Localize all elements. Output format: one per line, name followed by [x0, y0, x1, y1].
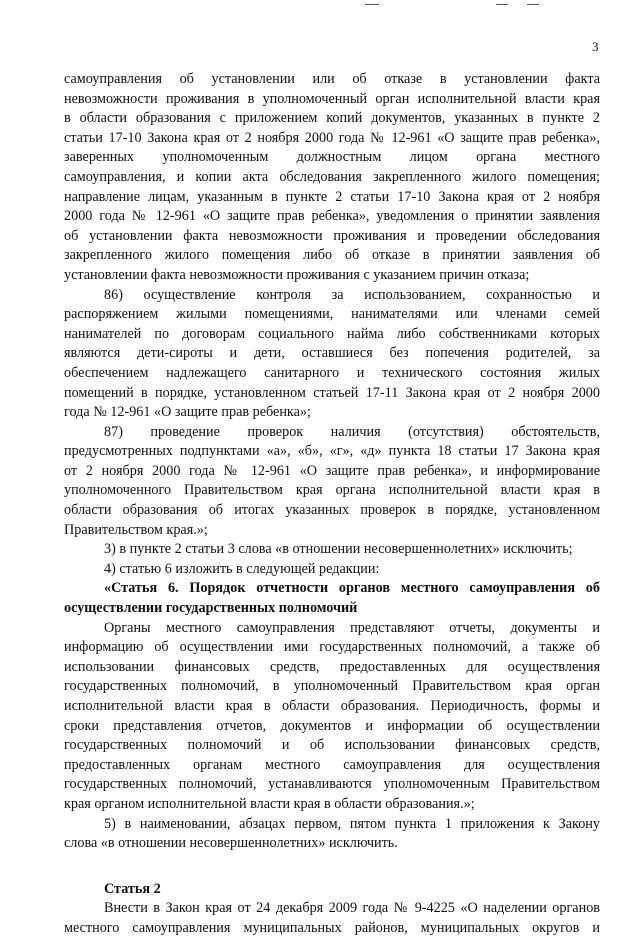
text-line: от 2 ноября 2000 года № 12-961 «О защите прав ребенка», и информирование	[64, 462, 600, 479]
text-line: местного самоуправления муниципальных районов, муниципальных округов и	[64, 919, 600, 936]
page-number: 3	[592, 39, 599, 54]
text-line: помещений в порядке, установленном статьей 17-11 Закона края от 2 ноября 2000	[64, 384, 600, 401]
heading-line: «Статья 6. Порядок отчетности органов местного самоуправления об	[104, 580, 600, 597]
text-line: самоуправления об установлении или об отказе в установлении факта	[64, 71, 600, 87]
text-line: 87) проведение проверок наличия (отсутствия) обстоятельств,	[104, 423, 600, 440]
top-edge-marks	[0, 0, 639, 10]
text-line: использовании финансовых средств, предоставленных для осуществления	[64, 658, 600, 675]
paragraph-item-4: 4) статью 6 изложить в следующей редакции:	[104, 560, 380, 577]
spacer	[64, 854, 600, 880]
paragraph	[64, 70, 600, 286]
text-line: Органы местного самоуправления представляют отчеты, документы и	[104, 619, 600, 636]
edge-mark	[527, 4, 539, 5]
text-line: информацию об осуществлении ими государственных полномочий, а также об	[64, 639, 600, 656]
text-line: слова «в отношении несовершеннолетних» исключить.	[64, 835, 398, 852]
text-line: 86) осуществление контроля за использованием, сохранностью и	[104, 286, 600, 303]
text-line: сроки представления отчетов, документов и информации об осуществлении	[64, 717, 600, 734]
article-2-heading: Статья 2	[104, 880, 161, 897]
text-line: государственных полномочий и об использовании финансовых средств,	[64, 737, 600, 754]
text-line: об установлении факта невозможности проживания и проведении обследования	[64, 227, 600, 244]
text-line: самоуправления, и копии акта обследования закрепленного жилого помещения;	[64, 168, 600, 185]
text-line: государственных полномочий, устанавливаются уполномоченным Правительством	[64, 776, 600, 793]
text-line: невозможности проживания в уполномоченный орган исполнительной власти края	[64, 90, 600, 107]
text-line: 5) в наименовании, абзацах первом, пятом пункта 1 приложения к Закону	[104, 815, 600, 832]
text-line: года № 12-961 «О защите прав ребенка»;	[64, 404, 311, 421]
text-line: закрепленного жилого помещения либо об отказе в принятии заявления об	[64, 247, 600, 264]
text-line: являются дети-сироты и дети, оставшиеся без попечения родителей, за	[64, 345, 600, 362]
paragraph-item-5	[64, 815, 600, 854]
paragraph-item-86	[64, 286, 600, 423]
text-line: направление лицам, указанным в пункте 2 статьи 17-10 Закона края от 2 ноября	[64, 188, 600, 205]
text-line: статьи 17-10 Закона края от 2 ноября 2000 года № 12-961 «О защите прав ребенка»,	[64, 129, 600, 146]
paragraph-item-87	[64, 423, 600, 541]
document-body	[64, 70, 600, 939]
paragraph-item-3: 3) в пункте 2 статьи 3 слова «в отношении несовершеннолетних» исключить;	[104, 541, 573, 558]
paragraph	[64, 619, 600, 815]
text-line: края органом исполнительной власти края в области образования.»;	[64, 795, 475, 812]
text-line: распоряжением жилыми помещениями, нанимателями или членами семей	[64, 306, 600, 323]
text-line: исполнительной власти края в области образования. Периодичность, формы и	[64, 698, 600, 714]
text-line: заверенных уполномоченным должностным лицом органа местного	[64, 149, 600, 166]
edge-mark	[365, 4, 379, 5]
text-line: установлении факта невозможности проживания с указанием причин отказа;	[64, 266, 530, 283]
text-line: нанимателей по договорам социального найма либо собственниками которых	[64, 325, 600, 342]
text-line: Правительством края.»;	[64, 521, 208, 538]
text-line: уполномоченного Правительством края органа исполнительной власти края в	[64, 482, 600, 499]
text-line: в области образования с приложением копий документов, указанных в пункте 2	[64, 110, 600, 127]
text-line: 2000 года № 12-961 «О защите прав ребенка», уведомления о принятии заявления	[64, 208, 600, 225]
edge-mark	[496, 4, 508, 5]
paragraph	[64, 899, 600, 938]
article-6-heading	[64, 579, 600, 618]
text-line: Внести в Закон края от 24 декабря 2009 года № 9-4225 «О наделении органов	[104, 900, 600, 917]
text-line: области образования об итогах указанных проверок в порядке, установленном	[64, 502, 600, 519]
text-line: предусмотренных подпунктами «а», «б», «г», «д» пункта 18 статьи 17 Закона края	[64, 443, 600, 460]
text-line: государственных полномочий, в уполномоченный Правительством края орган	[64, 678, 600, 695]
heading-line: осуществлении государственных полномочий	[64, 600, 358, 617]
text-line: обеспечением надлежащего санитарного и технического состояния жилых	[64, 364, 600, 381]
text-line: предоставленных органам местного самоуправления для осуществления	[64, 756, 600, 773]
